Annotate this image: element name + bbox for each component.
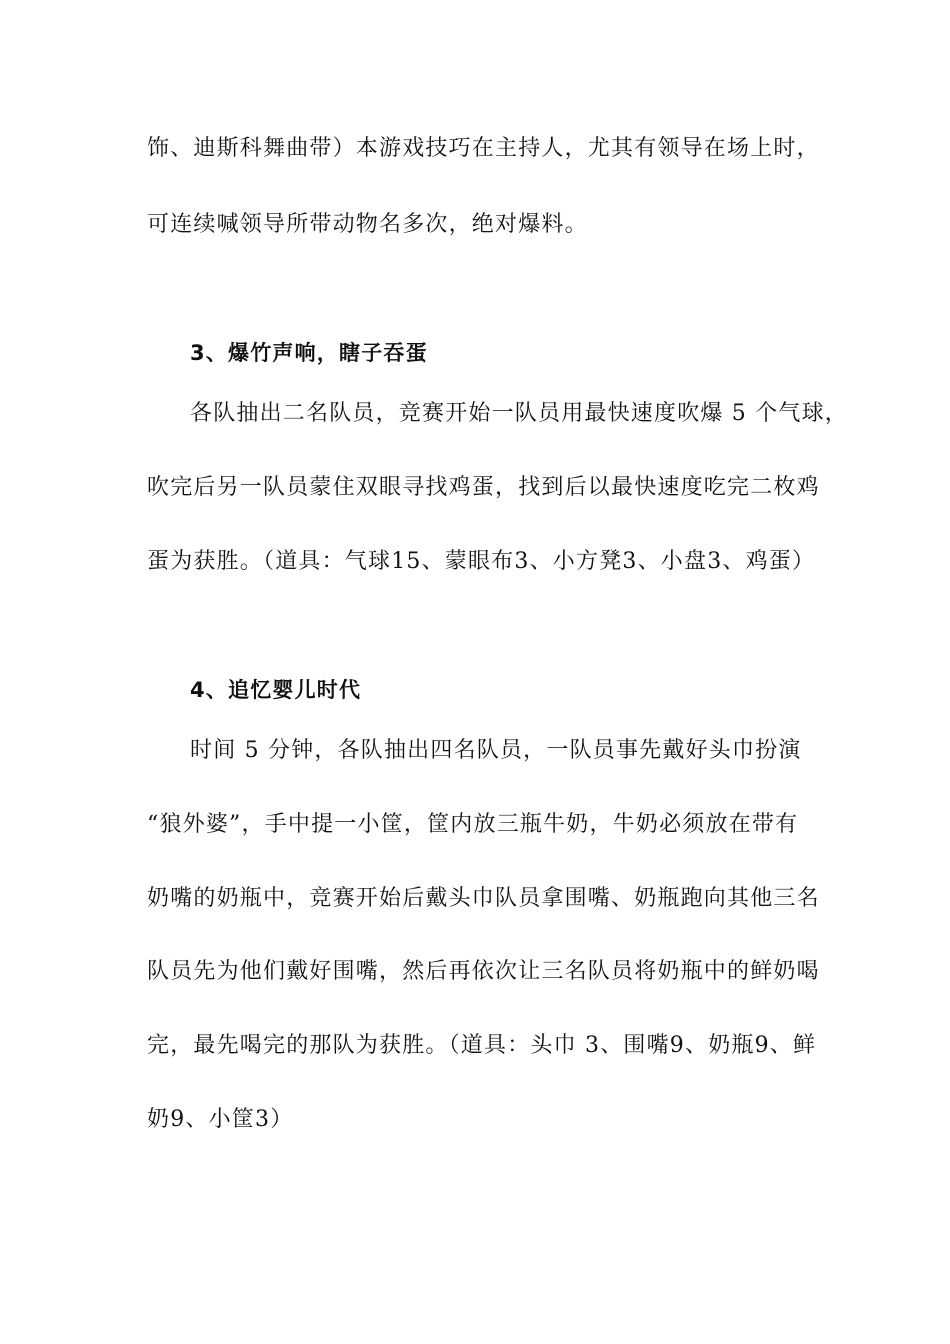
paragraph-line: 蛋为获胜。（道具：气球15、蒙眼布3、小方凳3、小盘3、鸡蛋） [147, 549, 816, 574]
paragraph-line: 时间 5 分钟，各队抽出四名队员，一队员事先戴好头巾扮演 [190, 738, 802, 763]
paragraph-line: 队员先为他们戴好围嘴，然后再依次让三名队员将奶瓶中的鲜奶喝 [147, 959, 820, 984]
paragraph-line: 可连续喊领导所带动物名多次，绝对爆料。 [147, 212, 588, 237]
section-heading: 3、爆竹声响，瞎子吞蛋 [190, 341, 428, 365]
paragraph-line: 奶嘴的奶瓶中，竞赛开始后戴头巾队员拿围嘴、奶瓶跑向其他三名 [147, 886, 820, 911]
paragraph-line: 完，最先喝完的那队为获胜。（道具：头巾 3、围嘴9、奶瓶9、鲜 [147, 1033, 817, 1058]
paragraph-line: 各队抽出二名队员，竞赛开始一队员用最快速度吹爆 5 个气球， [190, 401, 848, 426]
paragraph-line: 饰、迪斯科舞曲带）本游戏技巧在主持人，尤其有领导在场上时， [147, 136, 820, 161]
paragraph-line: 奶9、小筐3） [147, 1107, 294, 1132]
paragraph-line: “狼外婆”，手中提一小筐，筐内放三瓶牛奶，牛奶必须放在带有 [147, 812, 799, 837]
section-heading: 4、追忆婴儿时代 [190, 678, 362, 702]
paragraph-line: 吹完后另一队员蒙住双眼寻找鸡蛋，找到后以最快速度吃完二枚鸡 [147, 475, 820, 500]
